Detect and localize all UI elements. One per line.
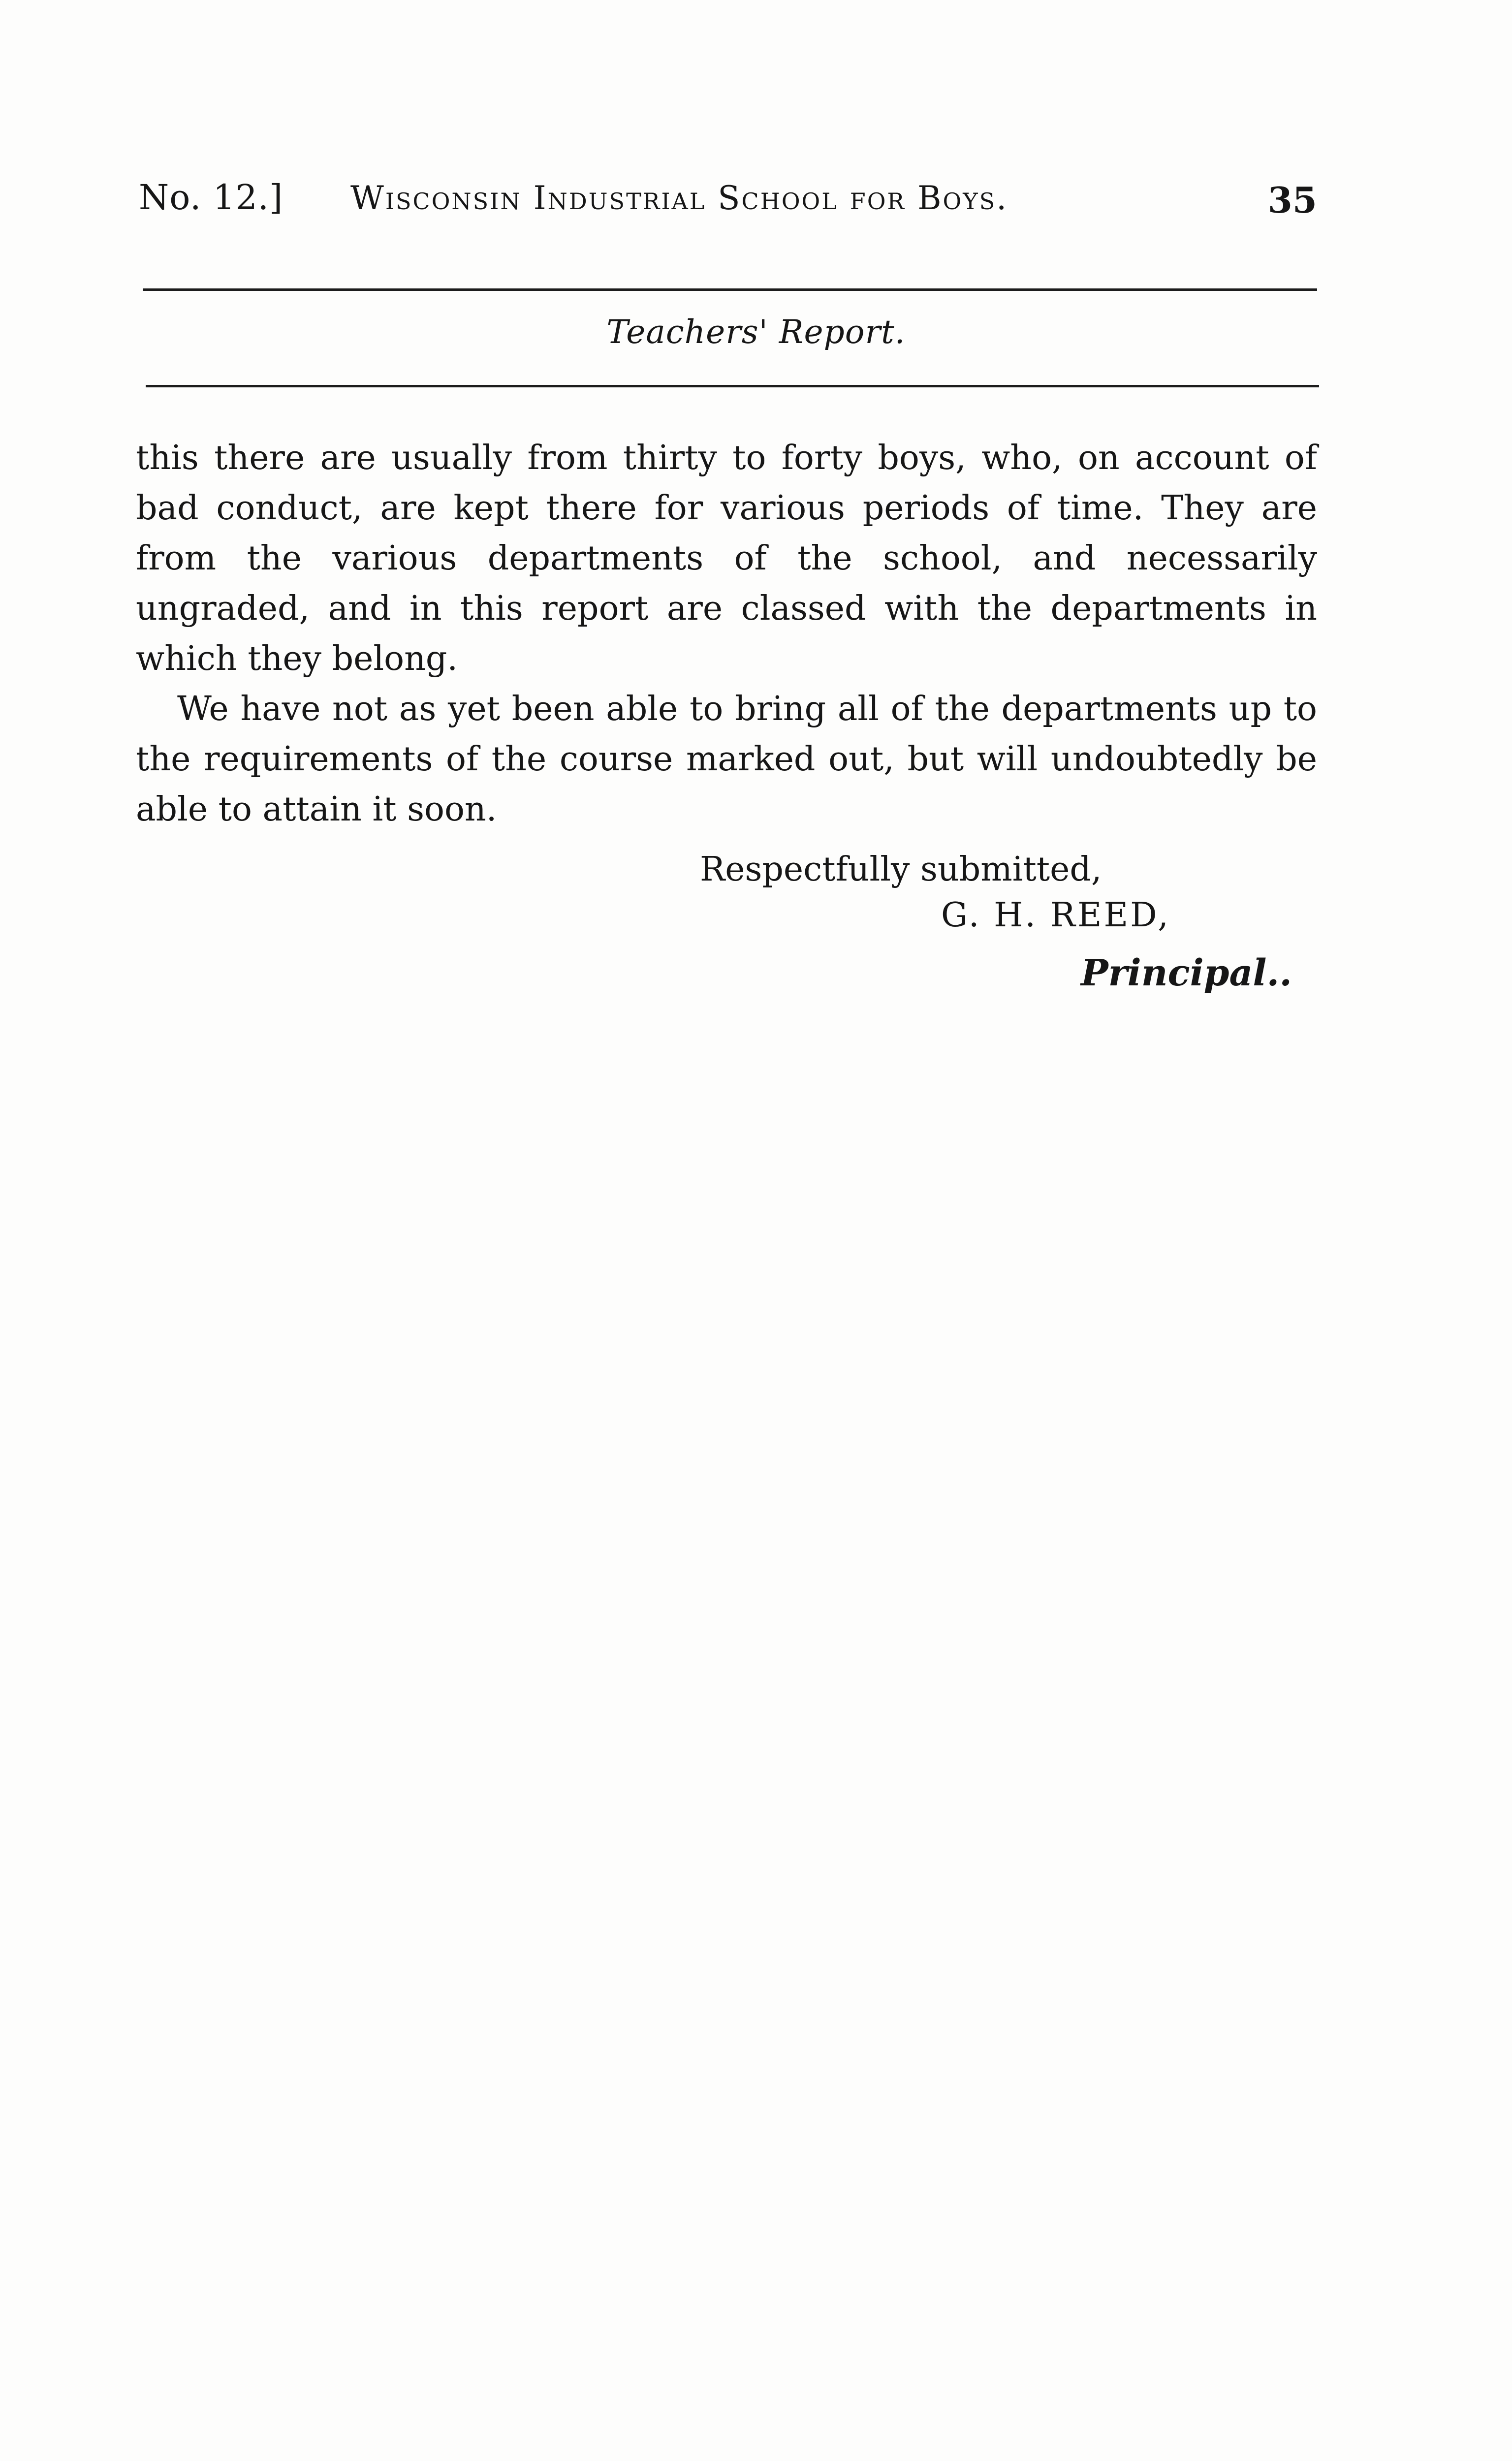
paragraph-continued: this there are usually from thirty to forty boys, who, on account of bad conduct, are kept there for various periods of time. They are from the various departments of the school, and necessarily ungraded, and in this report are classed with the departments in which they belong. bbox=[136, 439, 1317, 678]
page-number: 35 bbox=[1267, 179, 1317, 221]
signer-name: G. H. REED, bbox=[941, 896, 1170, 935]
section-title: Teachers' Report. bbox=[606, 313, 906, 351]
institution-title: Wisconsin Industrial School for Boys. bbox=[350, 179, 1008, 217]
closing-line: Respectfully submitted, bbox=[700, 850, 1102, 889]
header-rule-top bbox=[143, 288, 1317, 291]
running-head bbox=[139, 177, 1320, 231]
header-rule-bottom bbox=[146, 385, 1319, 387]
paragraph-departments: We have not as yet been able to bring all of the departments up to the requirements of the course marked out, but will undoubtedly be able to attain it soon. bbox=[136, 690, 1317, 829]
document-number: No. 12.] bbox=[139, 177, 284, 218]
signer-title: Principal.. bbox=[1081, 952, 1292, 994]
report-body bbox=[136, 433, 1317, 835]
